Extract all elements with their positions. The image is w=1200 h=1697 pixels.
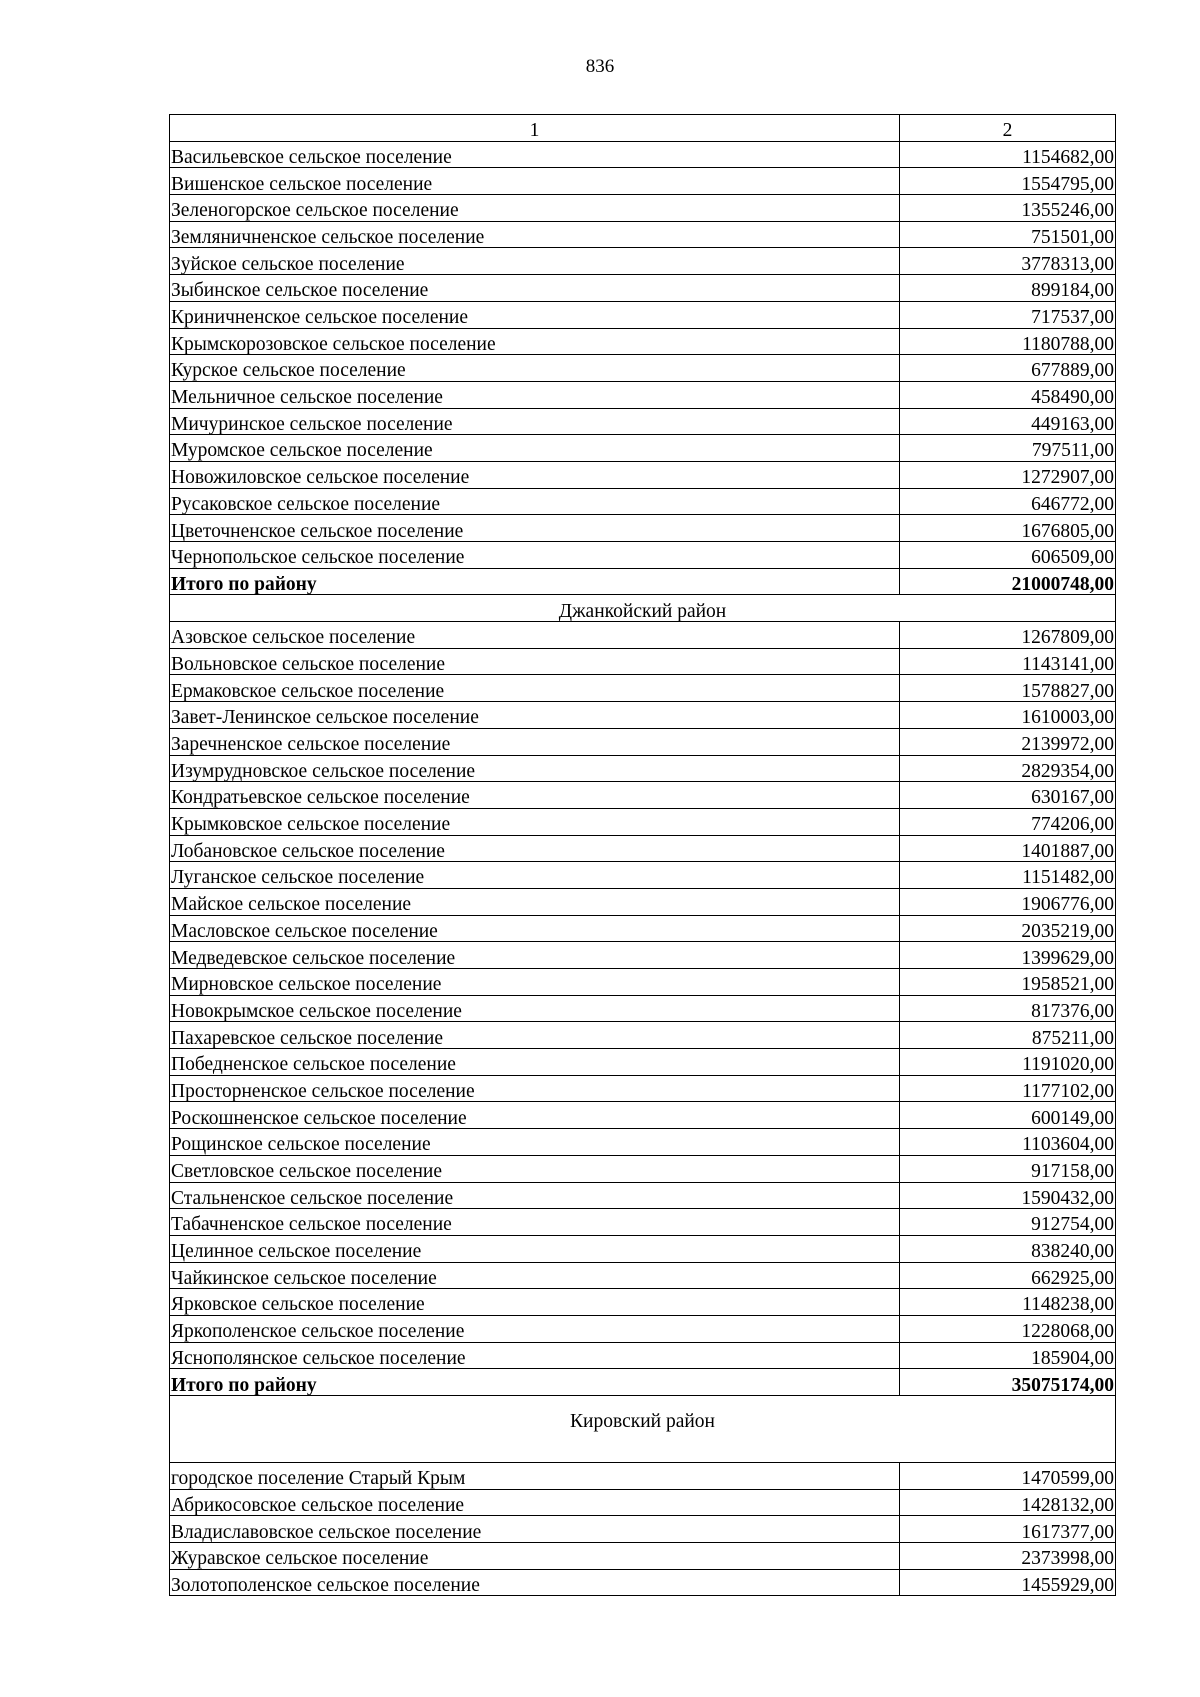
settlement-name: Чернопольское сельское поселение xyxy=(170,542,900,569)
district-name: Кировский район xyxy=(170,1396,1116,1463)
table-row xyxy=(170,1182,1116,1209)
total-label: Итого по району xyxy=(170,568,900,595)
settlement-name: Медведевское сельское поселение xyxy=(170,942,900,969)
settlement-name: Яркополенское сельское поселение xyxy=(170,1315,900,1342)
settlement-name: Стальненское сельское поселение xyxy=(170,1182,900,1209)
table-row xyxy=(170,1155,1116,1182)
table-row xyxy=(170,408,1116,435)
table-row xyxy=(170,461,1116,488)
header-cell-col1: 1 xyxy=(170,115,900,142)
total-amount: 21000748,00 xyxy=(900,568,1116,595)
settlement-name: Азовское сельское поселение xyxy=(170,622,900,649)
settlement-amount: 2829354,00 xyxy=(900,755,1116,782)
settlement-amount: 1103604,00 xyxy=(900,1129,1116,1156)
settlement-name: Масловское сельское поселение xyxy=(170,915,900,942)
table-header-row xyxy=(170,115,1116,142)
table-row xyxy=(170,1129,1116,1156)
table-row xyxy=(170,542,1116,569)
table-row xyxy=(170,1543,1116,1570)
settlement-amount: 1399629,00 xyxy=(900,942,1116,969)
settlement-name: Кондратьевское сельское поселение xyxy=(170,782,900,809)
table-row xyxy=(170,328,1116,355)
settlement-amount: 774206,00 xyxy=(900,808,1116,835)
settlement-amount: 1906776,00 xyxy=(900,888,1116,915)
table-row xyxy=(170,622,1116,649)
settlement-name: Мирновское сельское поселение xyxy=(170,969,900,996)
page-number: 836 xyxy=(585,56,615,77)
table-row xyxy=(170,1489,1116,1516)
settlement-amount: 662925,00 xyxy=(900,1262,1116,1289)
settlement-amount: 630167,00 xyxy=(900,782,1116,809)
table-row xyxy=(170,728,1116,755)
table-row xyxy=(170,1315,1116,1342)
settlement-name: Рощинское сельское поселение xyxy=(170,1129,900,1156)
table-row xyxy=(170,942,1116,969)
table-row xyxy=(170,1342,1116,1369)
settlement-name: Завет-Ленинское сельское поселение xyxy=(170,702,900,729)
settlement-name: Крымковское сельское поселение xyxy=(170,808,900,835)
settlement-amount: 1590432,00 xyxy=(900,1182,1116,1209)
table-row xyxy=(170,1209,1116,1236)
settlement-amount: 1610003,00 xyxy=(900,702,1116,729)
total-amount: 35075174,00 xyxy=(900,1369,1116,1396)
table-row xyxy=(170,808,1116,835)
settlement-amount: 912754,00 xyxy=(900,1209,1116,1236)
settlement-amount: 1470599,00 xyxy=(900,1463,1116,1490)
settlement-amount: 677889,00 xyxy=(900,355,1116,382)
settlement-amount: 1617377,00 xyxy=(900,1516,1116,1543)
table-row xyxy=(170,1235,1116,1262)
table-row xyxy=(170,1262,1116,1289)
settlement-amount: 1676805,00 xyxy=(900,515,1116,542)
header-cell-col2: 2 xyxy=(900,115,1116,142)
table-row xyxy=(170,141,1116,168)
table-row xyxy=(170,1289,1116,1316)
table-row xyxy=(170,1516,1116,1543)
table-row xyxy=(170,1463,1116,1490)
budget-table xyxy=(169,114,1116,1596)
settlement-name: Русаковское сельское поселение xyxy=(170,488,900,515)
settlement-name: Журавское сельское поселение xyxy=(170,1543,900,1570)
table-row xyxy=(170,1049,1116,1076)
settlement-amount: 2035219,00 xyxy=(900,915,1116,942)
settlement-amount: 797511,00 xyxy=(900,435,1116,462)
table-row xyxy=(170,915,1116,942)
district-total-row xyxy=(170,1369,1116,1396)
settlement-amount: 1958521,00 xyxy=(900,969,1116,996)
settlement-amount: 3778313,00 xyxy=(900,248,1116,275)
settlement-name: Крымскорозовское сельское поселение xyxy=(170,328,900,355)
settlement-amount: 838240,00 xyxy=(900,1235,1116,1262)
settlement-amount: 449163,00 xyxy=(900,408,1116,435)
settlement-name: Васильевское сельское поселение xyxy=(170,141,900,168)
settlement-name: Криничненское сельское поселение xyxy=(170,301,900,328)
settlement-amount: 2139972,00 xyxy=(900,728,1116,755)
table-row xyxy=(170,969,1116,996)
settlement-name: Новокрымское сельское поселение xyxy=(170,995,900,1022)
settlement-name: Курское сельское поселение xyxy=(170,355,900,382)
table-row xyxy=(170,248,1116,275)
settlement-amount: 1267809,00 xyxy=(900,622,1116,649)
settlement-name: Золотополенское сельское поселение xyxy=(170,1569,900,1596)
table-row xyxy=(170,755,1116,782)
settlement-amount: 606509,00 xyxy=(900,542,1116,569)
settlement-name: Изумрудновское сельское поселение xyxy=(170,755,900,782)
settlement-name: Зуйское сельское поселение xyxy=(170,248,900,275)
settlement-amount: 917158,00 xyxy=(900,1155,1116,1182)
table-row xyxy=(170,168,1116,195)
settlement-amount: 875211,00 xyxy=(900,1022,1116,1049)
district-total-row xyxy=(170,568,1116,595)
settlement-amount: 1151482,00 xyxy=(900,862,1116,889)
table-row xyxy=(170,648,1116,675)
table-body xyxy=(170,115,1116,1596)
settlement-amount: 1228068,00 xyxy=(900,1315,1116,1342)
table-row xyxy=(170,835,1116,862)
settlement-name: Роскошненское сельское поселение xyxy=(170,1102,900,1129)
settlement-name: Владиславовское сельское поселение xyxy=(170,1516,900,1543)
settlement-name: Просторненское сельское поселение xyxy=(170,1075,900,1102)
settlement-amount: 1554795,00 xyxy=(900,168,1116,195)
settlement-name: Вишенское сельское поселение xyxy=(170,168,900,195)
settlement-name: Зеленогорское сельское поселение xyxy=(170,195,900,222)
settlement-name: Мичуринское сельское поселение xyxy=(170,408,900,435)
settlement-amount: 1143141,00 xyxy=(900,648,1116,675)
table-row xyxy=(170,221,1116,248)
settlement-name: Зыбинское сельское поселение xyxy=(170,275,900,302)
settlement-name: Майское сельское поселение xyxy=(170,888,900,915)
table-row xyxy=(170,515,1116,542)
settlement-amount: 458490,00 xyxy=(900,381,1116,408)
settlement-amount: 1154682,00 xyxy=(900,141,1116,168)
table-row xyxy=(170,488,1116,515)
settlement-amount: 600149,00 xyxy=(900,1102,1116,1129)
settlement-name: Яснополянское сельское поселение xyxy=(170,1342,900,1369)
settlement-name: Победненское сельское поселение xyxy=(170,1049,900,1076)
settlement-name: Вольновское сельское поселение xyxy=(170,648,900,675)
settlement-amount: 751501,00 xyxy=(900,221,1116,248)
settlement-amount: 1428132,00 xyxy=(900,1489,1116,1516)
settlement-amount: 185904,00 xyxy=(900,1342,1116,1369)
settlement-name: городское поселение Старый Крым xyxy=(170,1463,900,1490)
settlement-amount: 1455929,00 xyxy=(900,1569,1116,1596)
table-row xyxy=(170,1022,1116,1049)
table-row xyxy=(170,702,1116,729)
table-row xyxy=(170,301,1116,328)
table-row xyxy=(170,381,1116,408)
settlement-amount: 1148238,00 xyxy=(900,1289,1116,1316)
settlement-name: Лобановское сельское поселение xyxy=(170,835,900,862)
table-row xyxy=(170,355,1116,382)
table-row xyxy=(170,275,1116,302)
table-row xyxy=(170,1102,1116,1129)
settlement-amount: 1177102,00 xyxy=(900,1075,1116,1102)
table-row xyxy=(170,675,1116,702)
settlement-amount: 2373998,00 xyxy=(900,1543,1116,1570)
settlement-amount: 1355246,00 xyxy=(900,195,1116,222)
settlement-name: Цветочненское сельское поселение xyxy=(170,515,900,542)
settlement-amount: 1578827,00 xyxy=(900,675,1116,702)
settlement-name: Луганское сельское поселение xyxy=(170,862,900,889)
settlement-name: Ермаковское сельское поселение xyxy=(170,675,900,702)
settlement-amount: 817376,00 xyxy=(900,995,1116,1022)
table-row xyxy=(170,995,1116,1022)
table-row xyxy=(170,1569,1116,1596)
settlement-name: Светловское сельское поселение xyxy=(170,1155,900,1182)
district-header-row xyxy=(170,595,1116,622)
settlement-name: Чайкинское сельское поселение xyxy=(170,1262,900,1289)
settlement-name: Заречненское сельское поселение xyxy=(170,728,900,755)
table-row xyxy=(170,435,1116,462)
settlement-name: Целинное сельское поселение xyxy=(170,1235,900,1262)
settlement-name: Муромское сельское поселение xyxy=(170,435,900,462)
settlement-amount: 1180788,00 xyxy=(900,328,1116,355)
settlement-name: Ярковское сельское поселение xyxy=(170,1289,900,1316)
settlement-amount: 717537,00 xyxy=(900,301,1116,328)
table-row xyxy=(170,782,1116,809)
settlement-name: Новожиловское сельское поселение xyxy=(170,461,900,488)
district-name: Джанкойский район xyxy=(170,595,1116,622)
table-row xyxy=(170,1075,1116,1102)
settlement-name: Пахаревское сельское поселение xyxy=(170,1022,900,1049)
table-row xyxy=(170,862,1116,889)
settlement-amount: 899184,00 xyxy=(900,275,1116,302)
settlement-amount: 1401887,00 xyxy=(900,835,1116,862)
settlement-name: Земляничненское сельское поселение xyxy=(170,221,900,248)
settlement-amount: 1272907,00 xyxy=(900,461,1116,488)
settlement-name: Абрикосовское сельское поселение xyxy=(170,1489,900,1516)
table-row xyxy=(170,195,1116,222)
table-row xyxy=(170,888,1116,915)
settlement-name: Табачненское сельское поселение xyxy=(170,1209,900,1236)
settlement-name: Мельничное сельское поселение xyxy=(170,381,900,408)
total-label: Итого по району xyxy=(170,1369,900,1396)
settlement-amount: 646772,00 xyxy=(900,488,1116,515)
settlement-amount: 1191020,00 xyxy=(900,1049,1116,1076)
district-header-row xyxy=(170,1396,1116,1463)
